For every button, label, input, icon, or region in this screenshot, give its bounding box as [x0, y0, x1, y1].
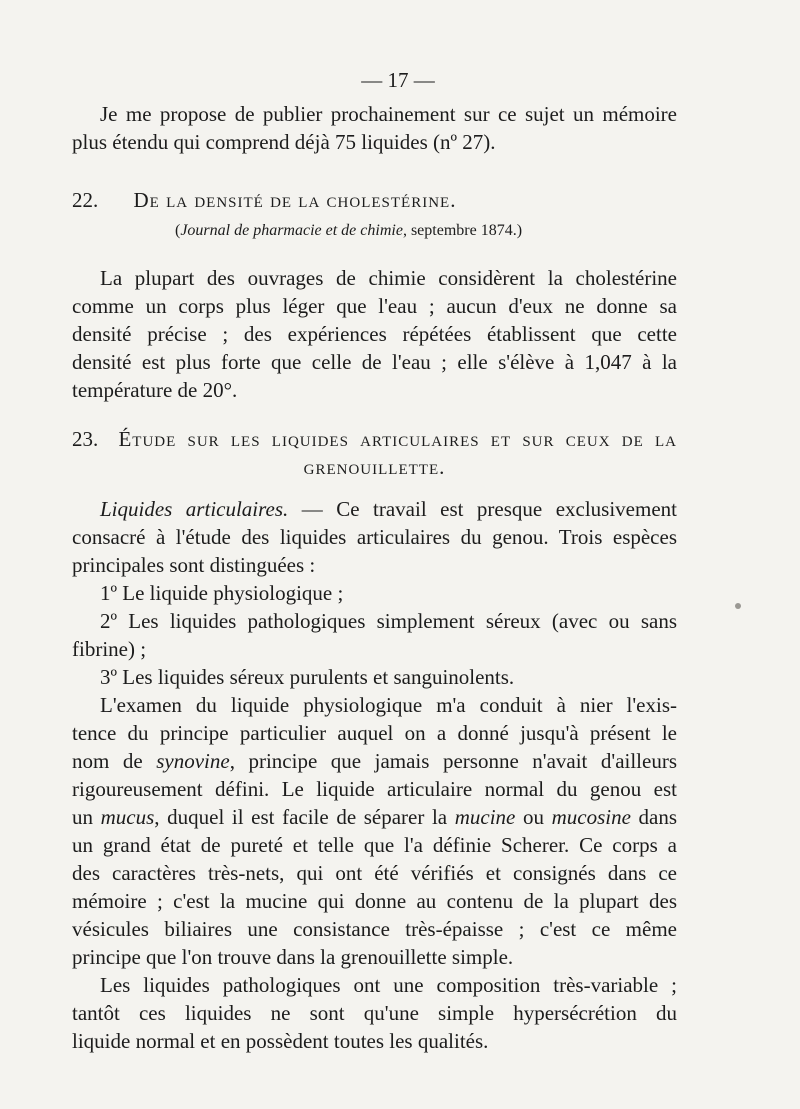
- section-title: De la densité de la cholestérine.: [133, 188, 457, 212]
- page-speck: [735, 603, 741, 609]
- text-line: liquide normal et en possèdent toutes les qualités.: [72, 1029, 489, 1053]
- heading-line: [72, 425, 677, 453]
- text-line: principe que l'on trouve dans la grenouillette simple.: [72, 945, 514, 969]
- lead-rest: — Ce travail est presque exclusivement: [288, 497, 677, 521]
- text-line: densité est plus forte que celle de l'eau ; elle s'élève à 1,047 à la: [72, 350, 677, 374]
- list-item: 1º Le liquide physiologique ;: [100, 581, 344, 605]
- text-line: vésicules biliaires une consistance très-épaisse ; c'est ce même: [72, 917, 677, 941]
- text-line: rigoureusement défini. Le liquide articulaire normal du genou est: [72, 777, 677, 801]
- text-line: mémoire ; c'est la mucine qui donne au contenu de la plupart des: [72, 889, 677, 913]
- source-journal: Journal de pharmacie et de chimie: [180, 222, 403, 239]
- text-line: tence du principe particulier auquel on a donné jusqu'à présent le: [72, 721, 677, 745]
- list-item: 3º Les liquides séreux purulents et sanguinolents.: [100, 665, 515, 689]
- section-title: Étude sur les liquides articulaires et sur ceux de la: [118, 427, 677, 451]
- source-date: , septembre 1874.): [402, 222, 523, 239]
- section-23-body: [72, 495, 677, 1055]
- text-line: consacré à l'étude des liquides articulaires du genou. Trois espèces: [72, 525, 677, 549]
- text-line: [72, 495, 677, 523]
- text-line: L'examen du liquide physiologique m'a conduit à nier l'exis-: [100, 693, 677, 717]
- text-line: un grand état de pureté et telle que l'a définie Scherer. Ce corps a: [72, 833, 677, 857]
- text-line: comme un corps plus léger que l'eau ; aucun d'eux ne donne sa: [72, 294, 677, 318]
- heading-line: grenouillette.: [303, 455, 446, 479]
- lead-italic: Liquides articulaires.: [100, 497, 289, 521]
- text-line: des caractères très-nets, qui ont été vérifiés et consignés dans ce: [72, 861, 677, 885]
- term-synovine: synovine: [156, 749, 230, 773]
- page-number: — 17 —: [361, 68, 435, 92]
- text-line: un mucus, duquel il est facile de séparer la mucine ou mucosine dans: [72, 805, 678, 829]
- source-paren: (: [175, 222, 181, 239]
- text-line: nom de synovine, principe que jamais personne n'avait d'ailleurs: [72, 749, 678, 773]
- text-line: tantôt ces liquides ne sont qu'une simple hypersécrétion du: [72, 1001, 677, 1025]
- text-line: fibrine) ;: [72, 637, 147, 661]
- intro-paragraph: [72, 100, 677, 156]
- text-line: température de 20°.: [72, 378, 238, 402]
- text-line: plus étendu qui comprend déjà 75 liquides (nº 27).: [72, 130, 496, 154]
- text-line: La plupart des ouvrages de chimie considèrent la cholestérine: [100, 266, 677, 290]
- term-mucine: mucine: [454, 805, 516, 829]
- section-number: 23.: [72, 427, 99, 451]
- section-22-body: [72, 264, 677, 404]
- term-mucus: mucus: [100, 805, 155, 829]
- list-item: 2º Les liquides pathologiques simplement séreux (avec ou sans: [100, 609, 677, 633]
- text-line: densité précise ; des expériences répétées établissent que cette: [72, 322, 677, 346]
- text-line: Je me propose de publier prochainement sur ce sujet un mémoire: [100, 102, 677, 126]
- text-line: principales sont distinguées :: [72, 553, 316, 577]
- section-number: 22.: [72, 188, 99, 212]
- section-22-source: [175, 220, 595, 242]
- text-line: Les liquides pathologiques ont une composition très-variable ;: [100, 973, 677, 997]
- section-22-heading: [72, 186, 677, 214]
- term-mucosine: mucosine: [551, 805, 631, 829]
- section-23-heading: [72, 425, 677, 481]
